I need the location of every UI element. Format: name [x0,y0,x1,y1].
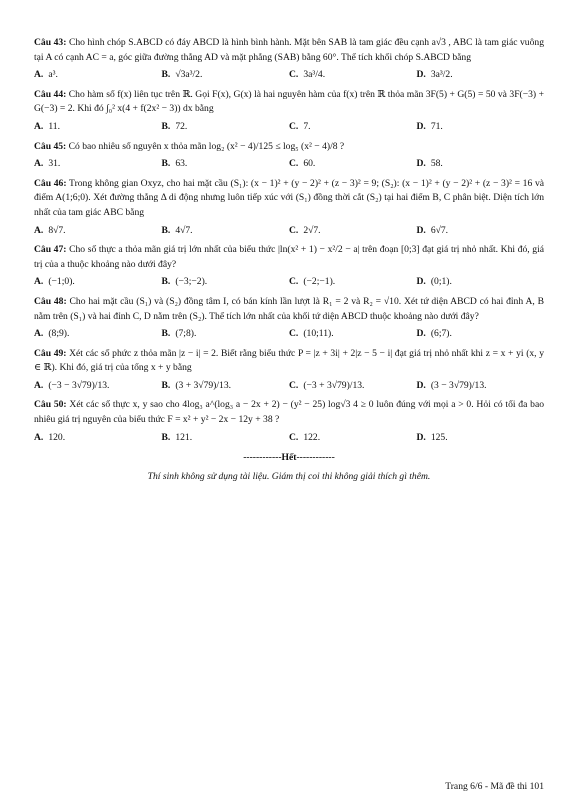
option-label: C. [289,69,299,81]
question-text [34,295,544,324]
answer-option [162,327,290,342]
answer-option [162,120,290,135]
answer-options [34,120,544,135]
question-text [34,140,544,155]
option-label: D. [416,120,426,132]
option-label: C. [289,276,299,288]
answer-option [289,157,417,172]
answer-option [289,275,417,290]
question-number: Câu 44: [34,88,67,100]
answer-option [34,327,162,342]
question-number: Câu 48: [34,295,67,307]
answer-options [34,327,544,342]
answer-option [162,157,290,172]
option-label: D. [416,69,426,81]
answer-option [34,68,162,83]
question-block [34,177,544,238]
answer-option [417,327,545,342]
option-text: 3a³/4. [303,69,326,81]
question-body: Trong không gian Oxyz, cho hai mặt cầu (S₁): (x − 1)² + (y − 2)² + (z − 3)² = 9; (S₂): (x − 1)² + (y − 2)² + (z − 3)² = 16 và điểm A(1;6;0). Xét đường thẳng Δ di động nhưng luôn tiếp xúc với (S₁) đồng thời cắt (S₂) tại hai điểm B, C phân biệt. Diện tích lớn nhất của tam giác ABC bằng [34,177,545,218]
option-label: A. [34,379,44,391]
answer-option [289,224,417,239]
question-body: Cho hình chóp S.ABCD có đáy ABCD là hình bình hành. Mặt bên SAB là tam giác đều cạnh a√3 , ABC là tam giác vuông tại A có cạnh AC = a, góc giữa đường thẳng AD và mặt phẳng (SAB) bằng 60°. Thể tích khối chóp S.ABCD bằng [34,37,544,63]
question-list [34,36,544,484]
answer-option [162,224,290,239]
question-body: Cho hàm số f(x) liên tục trên ℝ. Gọi F(x), G(x) là hai nguyên hàm của f(x) trên ℝ thỏa mãn 3F(5) + G(5) = 50 và 3F(−3) + G(−3) = 2. Khi đó ∫₀² x(4 + f(2x² − 3)) dx bằng [34,88,544,115]
option-label: A. [34,328,44,340]
option-text: (−3;−2). [175,276,208,288]
option-label: B. [161,158,171,170]
option-label: C. [289,120,299,132]
question-text [34,177,544,221]
option-text: 11. [48,120,60,132]
answer-option [162,431,290,446]
option-text: 72. [175,120,188,132]
option-text: 6√7. [430,224,449,236]
question-block [34,347,544,394]
option-text: (3 + 3√79)/13. [175,379,232,391]
option-label: B. [161,224,171,236]
question-text [34,243,544,272]
option-text: (−2;−1). [303,276,336,288]
option-text: 31. [48,158,61,170]
option-text: a³. [48,69,58,81]
answer-options [34,275,544,290]
question-body: Có bao nhiêu số nguyên x thỏa mãn log₂ (x² − 4)/125 ≤ log₅ (x² − 4)/8 ? [68,140,345,152]
option-label: A. [34,276,44,288]
option-text: 63. [175,158,188,170]
option-label: C. [289,431,299,443]
option-label: A. [34,120,44,132]
question-block [34,140,544,172]
option-text: 4√7. [175,224,193,236]
option-label: B. [161,431,171,443]
answer-option [34,224,162,239]
question-number: Câu 45: [34,140,67,152]
option-label: D. [416,431,426,443]
option-text: (8;9). [48,328,70,340]
option-text: (−3 + 3√79)/13. [303,379,365,391]
question-number: Câu 46: [34,177,67,189]
answer-option [417,224,545,239]
option-label: C. [289,328,299,340]
answer-option [162,68,290,83]
answer-options [34,68,544,83]
option-text: 58. [430,158,443,170]
option-label: A. [34,69,44,81]
option-label: B. [161,120,171,132]
option-label: C. [289,379,299,391]
question-block [34,243,544,290]
question-body: Xét các số thực x, y sao cho 4log₃ a^(log₃ a − 2x + 2) − (y² − 25) log√3 4 ≥ 0 luôn đúng với mọi a > 0. Hỏi có tối đa bao nhiêu giá trị nguyên của biểu thức F = x² + y² − 2x − 12y + 38 ? [34,399,544,426]
option-text: √3a³/2. [175,69,203,81]
question-body: Cho số thực a thỏa mãn giá trị lớn nhất của biểu thức |ln(x² + 1) − x²/2 − a| trên đoạn [0;3] đạt giá trị nhỏ nhất. Khi đó, giá trị của a thuộc khoảng nào dưới đây? [34,244,544,270]
option-text: (6;7). [430,328,452,340]
option-text: 60. [303,158,316,170]
option-text: 121. [175,431,193,443]
option-text: (0;1). [430,276,452,288]
option-label: B. [161,276,171,288]
answer-option [289,379,417,394]
option-text: (−3 − 3√79)/13. [48,379,110,391]
option-label: B. [161,69,171,81]
option-text: 8√7. [48,224,66,236]
answer-option [289,431,417,446]
question-body: Cho hai mặt cầu (S₁) và (S₂) đồng tâm I, có bán kính lần lượt là R₁ = 2 và R₂ = √10. Xét tứ diện ABCD có hai đỉnh A, B nằm trên (S₁) và hai đỉnh C, D nằm trên (S₂). Thể tích lớn nhất của khối tứ diện ABCD thuộc khoảng nào dưới đây? [34,295,544,322]
option-text: (3 − 3√79)/13. [430,379,487,391]
answer-options [34,224,544,239]
page-footer: Trang 6/6 - Mã đề thi 101 [445,781,544,792]
answer-option [417,157,545,172]
option-label: B. [161,328,171,340]
answer-option [34,431,162,446]
answer-option [289,68,417,83]
question-body: Xét các số phức z thỏa mãn |z − i| = 2. Biết rằng biểu thức P = |z + 3i| + 2|z − 5 − i| đạt giá trị nhỏ nhất khi z = x + yi (x, y ∈ ℝ). Khi đó, giá trị của tổng x + y bằng [34,347,545,374]
option-label: C. [289,158,299,170]
answer-option [34,120,162,135]
answer-option [34,275,162,290]
option-text: 71. [430,120,443,132]
question-text [34,36,544,65]
end-marker: ------------Hết------------ [243,452,335,464]
answer-option [417,120,545,135]
answer-option [417,431,545,446]
answer-option [289,120,417,135]
option-text: (−1;0). [48,276,75,288]
question-text [34,398,544,427]
option-text: 7. [303,120,311,132]
answer-options [34,379,544,394]
question-number: Câu 50: [34,399,67,411]
question-text [34,347,544,376]
exam-note: Thí sinh không sử dụng tài liệu. Giám thị coi thi không giải thích gì thêm. [147,470,431,482]
option-text: (10;11). [303,328,334,340]
option-label: D. [416,224,426,236]
option-text: 120. [48,431,66,443]
question-block [34,36,544,83]
option-text: 125. [430,431,448,443]
answer-option [34,157,162,172]
option-label: D. [416,158,426,170]
question-number: Câu 47: [34,244,67,256]
answer-option [417,68,545,83]
answer-options [34,431,544,446]
option-label: A. [34,431,44,443]
option-label: D. [416,379,426,391]
option-label: C. [289,224,299,236]
option-label: A. [34,224,44,236]
option-text: (7;8). [175,328,197,340]
answer-option [162,275,290,290]
option-text: 3a³/2. [430,69,453,81]
question-block [34,398,544,445]
option-text: 2√7. [303,224,321,236]
answer-option [162,379,290,394]
option-label: D. [416,276,426,288]
question-number: Câu 49: [34,347,67,359]
answer-option [417,379,545,394]
option-label: B. [161,379,171,391]
answer-option [289,327,417,342]
question-block [34,88,544,135]
option-label: A. [34,158,44,170]
answer-options [34,157,544,172]
question-number: Câu 43: [34,37,67,48]
answer-option [417,275,545,290]
option-text: 122. [303,431,321,443]
question-block [34,295,544,342]
question-text [34,88,544,117]
option-label: D. [416,328,426,340]
answer-option [34,379,162,394]
